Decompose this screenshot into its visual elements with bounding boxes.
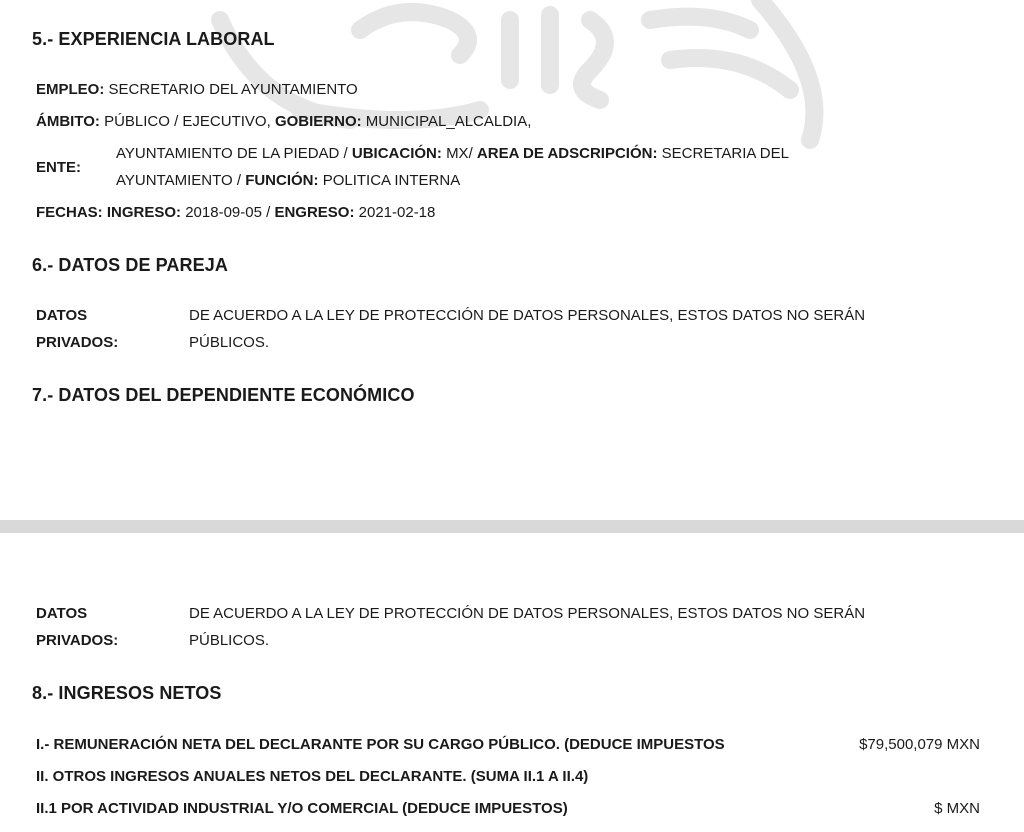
privados-label-line2: PRIVADOS: [36, 334, 119, 351]
gobierno-label: GOBIERNO: [274, 113, 362, 130]
fechas-label: FECHAS: [36, 204, 103, 221]
ambito-label: ÁMBITO: [36, 113, 100, 130]
ubicacion-label: UBICACIÓN: [351, 145, 442, 162]
ubicacion-value: MX/ [446, 145, 473, 162]
ingreso-row-value: $ MXN [934, 800, 980, 817]
funcion-label: FUNCIÓN: [245, 172, 319, 189]
section-title-datos-pareja: 6.- DATOS DE PAREJA [32, 255, 228, 275]
section-title-experiencia-laboral: 5.- EXPERIENCIA LABORAL [32, 29, 275, 49]
empleo-row [36, 81, 358, 98]
ingreso-label: INGRESO: [106, 204, 182, 221]
ente-label: ENTE: [36, 159, 81, 176]
funcion-value: POLITICA INTERNA [322, 172, 461, 189]
ente-line-1 [116, 145, 789, 162]
ingreso-value: 2018-09-05 / [185, 204, 271, 221]
page-break [0, 520, 1024, 533]
adscripcion-cont: AYUNTAMIENTO / [116, 172, 242, 189]
fechas-row [36, 204, 435, 221]
ente-line-2 [116, 172, 460, 189]
dependiente-privados-label-line1: DATOS [36, 605, 88, 622]
egreso-value: 2021-02-18 [358, 204, 436, 221]
privados-text-line1: DE ACUERDO A LA LEY DE PROTECCIÓN DE DATOS PERSONALES, ESTOS DATOS NO SERÁN [189, 307, 866, 324]
privados-text-line2: PÚBLICOS. [189, 334, 270, 351]
dependiente-privados-text-line1: DE ACUERDO A LA LEY DE PROTECCIÓN DE DATOS PERSONALES, ESTOS DATOS NO SERÁN [189, 605, 866, 622]
adscripcion-label: AREA DE ADSCRIPCIÓN: [476, 145, 658, 162]
section-title-ingresos-netos: 8.- INGRESOS NETOS [32, 683, 222, 703]
gobierno-value: MUNICIPAL_ALCALDIA, [365, 113, 532, 130]
ingreso-row-label: I.- REMUNERACIÓN NETA DEL DECLARANTE POR SU CARGO PÚBLICO. (DEDUCE IMPUESTOS [36, 736, 725, 753]
ingreso-row-label: II.1 POR ACTIVIDAD INDUSTRIAL Y/O COMERCIAL (DEDUCE IMPUESTOS) [36, 800, 568, 817]
privados-label-line1: DATOS [36, 307, 88, 324]
adscripcion-value: SECRETARIA DEL [661, 145, 789, 162]
dependiente-privados-label-line2: PRIVADOS: [36, 632, 119, 649]
egreso-label: ENGRESO: [274, 204, 355, 221]
ingreso-row-value: $79,500,079 MXN [859, 736, 980, 753]
page-lower [0, 533, 1024, 832]
empleo-label: EMPLEO: [36, 81, 105, 98]
empleo-value: SECRETARIO DEL AYUNTAMIENTO [108, 81, 358, 98]
ente-value: AYUNTAMIENTO DE LA PIEDAD / [116, 145, 348, 162]
ingreso-row-label: II. OTROS INGRESOS ANUALES NETOS DEL DECLARANTE. (SUMA II.1 A II.4) [36, 768, 589, 785]
ambito-value: PÚBLICO / EJECUTIVO, [104, 113, 271, 130]
ambito-row [36, 113, 531, 130]
dependiente-privados-text-line2: PÚBLICOS. [189, 632, 270, 649]
section-title-dependiente-economico: 7.- DATOS DEL DEPENDIENTE ECONÓMICO [32, 385, 415, 405]
